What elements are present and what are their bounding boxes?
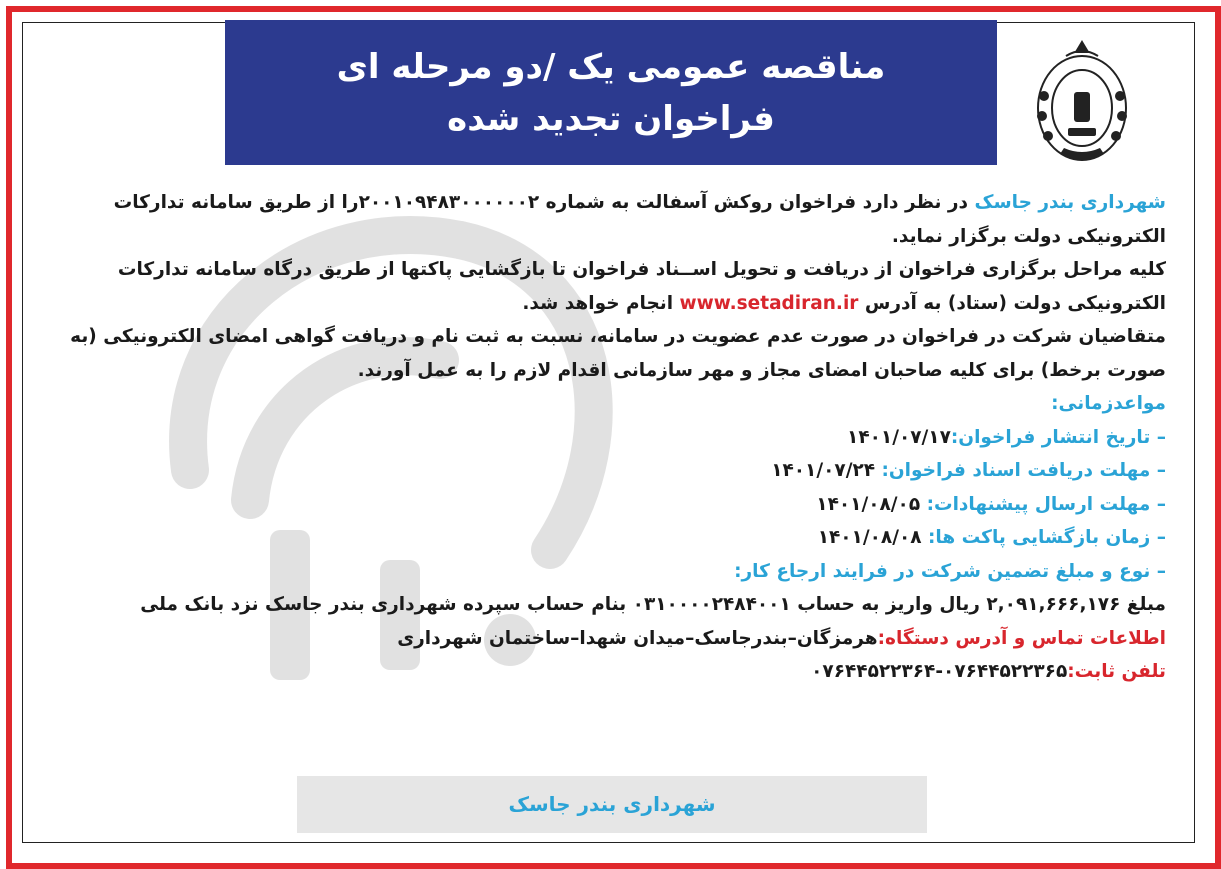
phone-text: ۰۷۶۴۴۵۲۲۳۶۵-۰۷۶۴۴۵۲۲۳۶۴ [811, 661, 1068, 682]
guarantee-heading: – نوع و مبلغ تضمین شرکت در فرایند ارجاع کار: [734, 560, 1166, 582]
deadline-label: – زمان بازگشایی پاکت ها: [921, 527, 1166, 548]
deadline-value: ۱۴۰۱/۰۷/۱۷ [847, 426, 951, 448]
intro-text: در نظر دارد فراخوان روکش آسفالت به شماره ۲۰۰۱۰۹۴۸۳۰۰۰۰۰۰۲را از طریق سامانه تدارکات الکترونیکی دولت برگزار نماید. [113, 192, 1166, 247]
phone-label: تلفن ثابت: [1067, 661, 1166, 682]
title-line-1: مناقصه عمومی یک /دو مرحله ای [336, 46, 886, 87]
deadline-label: – تاریخ انتشار فراخوان: [950, 426, 1166, 448]
procedure-end: انجام خواهد شد. [522, 292, 680, 314]
org-name: شهرداری بندر جاسک [974, 192, 1166, 213]
title-line-2: فراخوان تجدید شده [447, 98, 775, 139]
deadlines-heading: مواعدزمانی: [1051, 393, 1166, 414]
deadline-value: ۱۴۰۱/۰۸/۰۸ [817, 527, 922, 548]
contact-text: هرمزگان–بندرجاسک–میدان شهدا–ساختمان شهرداری [397, 627, 878, 649]
deadline-value: ۱۴۰۱/۰۸/۰۵ [816, 493, 921, 515]
website-link[interactable]: www.setadiran.ir [679, 292, 859, 314]
deadline-item [48, 421, 1166, 455]
phone-line [48, 655, 1166, 689]
guarantee-text: مبلغ ۲,۰۹۱,۶۶۶,۱۷۶ ریال واریز به حساب ۰۳۱۰۰۰۰۲۴۸۴۰۰۱ بنام حساب سپرده شهرداری بندر جاسک نزد بانک ملی [140, 594, 1166, 615]
deadline-item [48, 488, 1166, 522]
contact-label: اطلاعات تماس و آدرس دستگاه: [877, 627, 1166, 649]
announcement-body [48, 186, 1166, 689]
paragraph-registration: متقاضیان شرکت در فراخوان در صورت عدم عضویت در سامانه، نسبت به ثبت نام و دریافت گواهی امضای الکترونیکی (به صورت برخط) برای کلیه صاحبان امضای مجاز و مهر سازمانی اقدام لازم را به عمل آورند. [70, 326, 1166, 381]
deadline-label: – مهلت دریافت اسناد فراخوان: [875, 460, 1166, 481]
signature-text: شهرداری بندر جاسک [508, 792, 716, 816]
deadline-item [48, 454, 1166, 488]
deadline-value: ۱۴۰۱/۰۷/۲۴ [771, 460, 876, 481]
deadline-item [48, 521, 1166, 555]
procedure-text: کلیه مراحل برگزاری فراخوان از دریافت و تحویل اســناد فراخوان تا بازگشایی پاکتها از طریق درگاه سامانه تدارکات الکترونیکی دولت (ستاد) به آدرس [117, 259, 1166, 314]
paragraph-intro [48, 186, 1166, 253]
paragraph-procedure [48, 253, 1166, 320]
signature-bar [297, 776, 927, 833]
municipality-emblem-icon [1030, 36, 1135, 166]
deadline-label: – مهلت ارسال پیشنهادات: [920, 493, 1166, 515]
title-banner [225, 20, 997, 165]
contact-line [48, 622, 1166, 656]
